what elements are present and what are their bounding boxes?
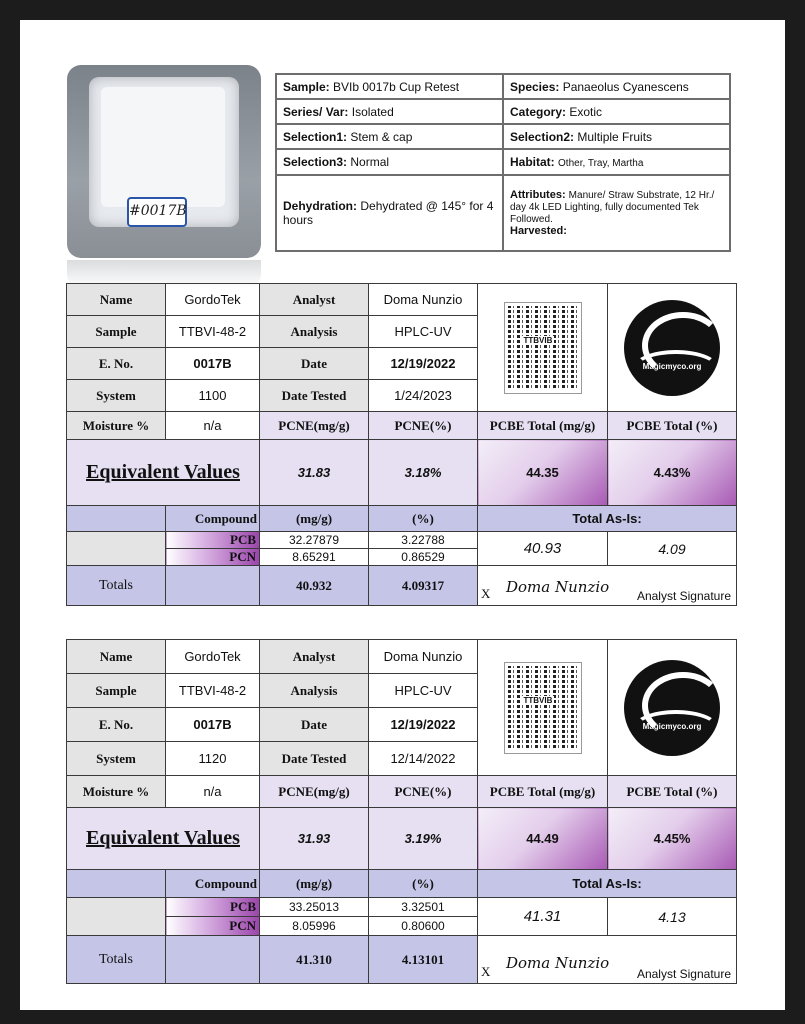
- value-asis-pct: 4.13: [608, 898, 737, 936]
- value-sample: TTBVI-48-2: [166, 316, 260, 348]
- label-moisture: Moisture %: [67, 412, 166, 440]
- blank-cell: [67, 532, 166, 566]
- qr-code-icon: TTBVIB: [505, 663, 581, 753]
- magicmyco-logo-icon: Magicmyco.org: [624, 300, 720, 396]
- info-series: Series/ Var: Isolated: [276, 99, 503, 124]
- value-system: 1120: [166, 742, 260, 776]
- value-pcb-pct: 3.32501: [369, 898, 478, 917]
- label-pcbe-mg: PCBE Total (mg/g): [478, 776, 608, 808]
- sample-photo: [67, 65, 261, 258]
- label-pcbe-mg: PCBE Total (mg/g): [478, 412, 608, 440]
- value-pcne-pct: 3.19%: [369, 808, 478, 870]
- info-sample: Sample: BVIb 0017b Cup Retest: [276, 74, 503, 99]
- value-eno: 0017B: [166, 348, 260, 380]
- analyst-signature: Doma Nunzio: [506, 578, 610, 596]
- label-pct: (%): [369, 506, 478, 532]
- label-sample: Sample: [67, 674, 166, 708]
- signature-x: X: [481, 586, 491, 601]
- label-date: Date: [260, 348, 369, 380]
- blank-cell: [166, 566, 260, 606]
- value-pcn-mg: 8.05996: [260, 917, 369, 936]
- value-date: 12/19/2022: [369, 708, 478, 742]
- compound-pcb: PCB: [166, 898, 260, 917]
- value-date-tested: 1/24/2023: [369, 380, 478, 412]
- label-analysis: Analysis: [260, 674, 369, 708]
- label-total-asis: Total As-Is:: [478, 506, 737, 532]
- info-selection1: Selection1: Stem & cap: [276, 124, 503, 149]
- sample-info-table: [275, 73, 731, 252]
- equivalent-values-label: Equivalent Values: [67, 808, 260, 870]
- label-pcne-pct: PCNE(%): [369, 776, 478, 808]
- label-eno: E. No.: [67, 348, 166, 380]
- analyst-signature-label: Analyst Signature: [636, 589, 731, 603]
- value-pcb-mg: 33.25013: [260, 898, 369, 917]
- label-pct: (%): [369, 870, 478, 898]
- logo-cell: [608, 284, 737, 412]
- info-attributes: Attributes: Manure/ Straw Substrate, 12 Hr./ day 4k LED Lighting, fully documented Tek Followed. Harvested:: [503, 175, 730, 251]
- label-totals: Totals: [67, 566, 166, 606]
- info-habitat: Habitat: Other, Tray, Martha: [503, 149, 730, 175]
- label-name: Name: [67, 640, 166, 674]
- qr-code-cell: [478, 640, 608, 776]
- value-pcn-pct: 0.80600: [369, 917, 478, 936]
- value-total-mg: 41.310: [260, 936, 369, 984]
- value-eno: 0017B: [166, 708, 260, 742]
- label-analyst: Analyst: [260, 284, 369, 316]
- label-compound: Compound: [166, 870, 260, 898]
- label-sample: Sample: [67, 316, 166, 348]
- signature-cell: [478, 566, 737, 606]
- label-system: System: [67, 742, 166, 776]
- qr-code-cell: [478, 284, 608, 412]
- label-analysis: Analysis: [260, 316, 369, 348]
- label-moisture: Moisture %: [67, 776, 166, 808]
- report-page: [20, 20, 785, 1010]
- label-eno: E. No.: [67, 708, 166, 742]
- value-pcn-mg: 8.65291: [260, 549, 369, 566]
- value-analyst: Doma Nunzio: [369, 284, 478, 316]
- value-total-pct: 4.09317: [369, 566, 478, 606]
- value-pcn-pct: 0.86529: [369, 549, 478, 566]
- analyst-signature-label: Analyst Signature: [636, 967, 731, 981]
- info-dehydration: Dehydration: Dehydrated @ 145° for 4 hours: [276, 175, 503, 251]
- label-pcbe-pct: PCBE Total (%): [608, 776, 737, 808]
- label-pcbe-pct: PCBE Total (%): [608, 412, 737, 440]
- label-system: System: [67, 380, 166, 412]
- value-asis-pct: 4.09: [608, 532, 737, 566]
- label-pcne-mg: PCNE(mg/g): [260, 776, 369, 808]
- signature-x: X: [481, 964, 491, 979]
- info-category: Category: Exotic: [503, 99, 730, 124]
- value-pcne-pct: 3.18%: [369, 440, 478, 506]
- value-system: 1100: [166, 380, 260, 412]
- value-pcbe-pct: 4.45%: [608, 808, 737, 870]
- info-species: Species: Panaeolus Cyanescens: [503, 74, 730, 99]
- value-asis-mg: 40.93: [478, 532, 608, 566]
- value-total-mg: 40.932: [260, 566, 369, 606]
- results-table-1: [66, 283, 737, 606]
- signature-cell: [478, 936, 737, 984]
- value-date-tested: 12/14/2022: [369, 742, 478, 776]
- value-date: 12/19/2022: [369, 348, 478, 380]
- label-compound: Compound: [166, 506, 260, 532]
- value-pcne-mg: 31.83: [260, 440, 369, 506]
- value-moisture: n/a: [166, 412, 260, 440]
- qr-code-icon: TTBVIB: [505, 303, 581, 393]
- label-date: Date: [260, 708, 369, 742]
- value-pcbe-mg: 44.35: [478, 440, 608, 506]
- info-selection3: Selection3: Normal: [276, 149, 503, 175]
- label-pcne-pct: PCNE(%): [369, 412, 478, 440]
- label-date-tested: Date Tested: [260, 742, 369, 776]
- results-table-2: [66, 639, 737, 984]
- blank-cell: [67, 898, 166, 936]
- compound-pcn: PCN: [166, 917, 260, 936]
- compound-pcb: PCB: [166, 532, 260, 549]
- label-name: Name: [67, 284, 166, 316]
- label-mg: (mg/g): [260, 506, 369, 532]
- tube-label: #0017B: [127, 197, 187, 227]
- label-date-tested: Date Tested: [260, 380, 369, 412]
- value-analysis: HPLC-UV: [369, 316, 478, 348]
- label-pcne-mg: PCNE(mg/g): [260, 412, 369, 440]
- label-totals: Totals: [67, 936, 166, 984]
- value-name: GordoTek: [166, 284, 260, 316]
- value-pcb-mg: 32.27879: [260, 532, 369, 549]
- logo-cell: [608, 640, 737, 776]
- value-asis-mg: 41.31: [478, 898, 608, 936]
- blank-cell: [67, 870, 166, 898]
- blank-cell: [67, 506, 166, 532]
- analyst-signature: Doma Nunzio: [506, 954, 610, 972]
- value-analyst: Doma Nunzio: [369, 640, 478, 674]
- label-mg: (mg/g): [260, 870, 369, 898]
- value-analysis: HPLC-UV: [369, 674, 478, 708]
- value-total-pct: 4.13101: [369, 936, 478, 984]
- blank-cell: [166, 936, 260, 984]
- label-analyst: Analyst: [260, 640, 369, 674]
- equivalent-values-label: Equivalent Values: [67, 440, 260, 506]
- value-sample: TTBVI-48-2: [166, 674, 260, 708]
- value-moisture: n/a: [166, 776, 260, 808]
- value-pcb-pct: 3.22788: [369, 532, 478, 549]
- compound-pcn: PCN: [166, 549, 260, 566]
- info-selection2: Selection2: Multiple Fruits: [503, 124, 730, 149]
- magicmyco-logo-icon: Magicmyco.org: [624, 660, 720, 756]
- value-pcbe-mg: 44.49: [478, 808, 608, 870]
- value-pcne-mg: 31.93: [260, 808, 369, 870]
- value-pcbe-pct: 4.43%: [608, 440, 737, 506]
- label-total-asis: Total As-Is:: [478, 870, 737, 898]
- value-name: GordoTek: [166, 640, 260, 674]
